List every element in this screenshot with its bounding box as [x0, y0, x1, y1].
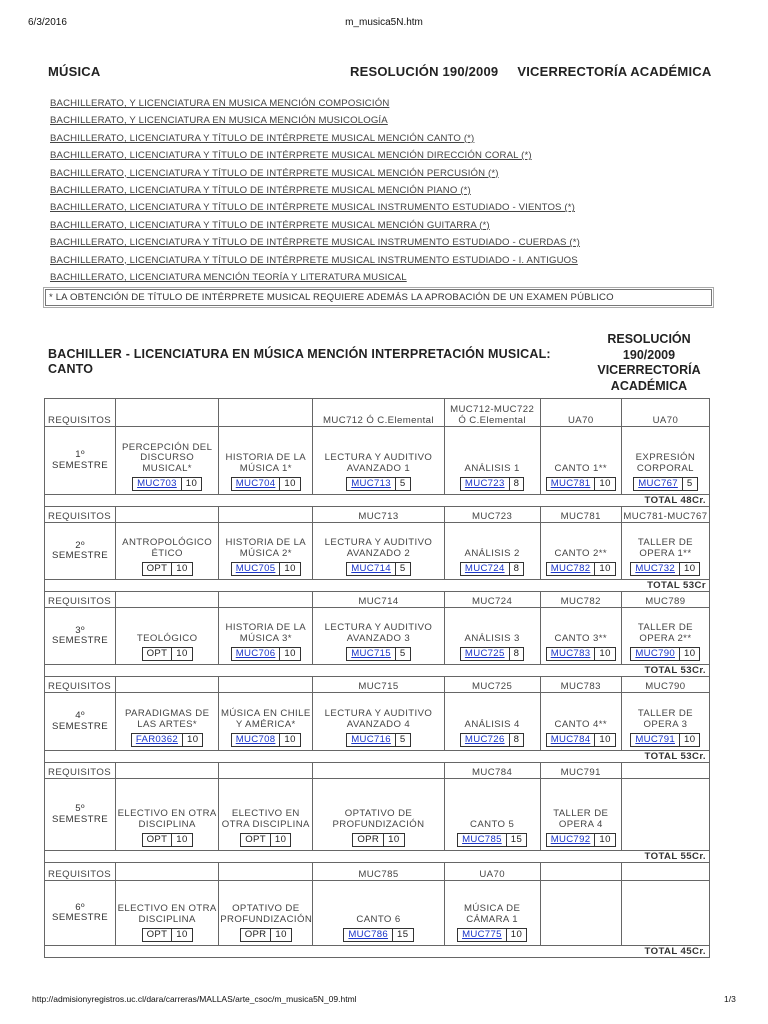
- course-cell: [219, 608, 313, 665]
- course-code-box: [546, 477, 616, 491]
- course-credits: 10: [595, 734, 615, 747]
- course-code-link[interactable]: MUC724: [460, 563, 509, 576]
- course-code-link[interactable]: MUC705: [231, 563, 280, 576]
- requisite-cell: MUC713: [313, 507, 444, 523]
- course-code-box: [630, 733, 700, 747]
- course-credits: 10: [172, 648, 192, 661]
- course-code-box: [457, 928, 527, 942]
- requisite-cell: [116, 677, 219, 693]
- course-code-box: [142, 562, 193, 576]
- course-credits: 10: [271, 929, 291, 942]
- requisite-cell: MUC712-MUC722 Ó C.Elemental: [444, 399, 540, 427]
- course-name: ANÁLISIS 3: [464, 632, 520, 644]
- course-cell: [313, 693, 444, 751]
- course-credits: 10: [172, 929, 192, 942]
- course-credits: 5: [395, 648, 410, 661]
- course-credits: 15: [506, 834, 526, 847]
- program-link[interactable]: BACHILLERATO, LICENCIATURA Y TÍTULO DE INTÉRPRETE MUSICAL INSTRUMENTO ESTUDIADO - CUERDAS (*): [50, 237, 580, 249]
- requisite-cell: [219, 863, 313, 881]
- course-credits: 10: [679, 734, 699, 747]
- semester-label: 6º SEMESTRE: [45, 881, 116, 946]
- program-link[interactable]: BACHILLERATO, LICENCIATURA Y TÍTULO DE INTÉRPRETE MUSICAL MENCIÓN PERCUSIÓN (*): [50, 167, 499, 179]
- course-code-box: [131, 733, 204, 747]
- requisite-cell: [219, 507, 313, 523]
- course-credits: 10: [679, 563, 699, 576]
- course-name: OPTATIVO DE PROFUNDIZACIÓN: [332, 808, 425, 830]
- course-code-link[interactable]: MUC704: [231, 478, 280, 491]
- course-code-box: [346, 647, 410, 661]
- program-link[interactable]: BACHILLERATO, LICENCIATURA Y TÍTULO DE INTÉRPRETE MUSICAL MENCIÓN DIRECCIÓN CORAL (*): [50, 150, 532, 162]
- course-name: ANÁLISIS 4: [464, 718, 520, 730]
- requisite-cell: MUC789: [621, 592, 709, 608]
- semester-row: [45, 427, 710, 495]
- program-link[interactable]: BACHILLERATO, LICENCIATURA Y TÍTULO DE INTÉRPRETE MUSICAL MENCIÓN CANTO (*): [50, 132, 475, 144]
- requisite-cell: MUC784: [444, 763, 540, 779]
- course-code-link[interactable]: MUC703: [133, 478, 182, 491]
- total-row: [45, 751, 710, 763]
- page-title: MÚSICA: [48, 64, 101, 79]
- course-name: HISTORIA DE LA MÚSICA 1*: [225, 452, 307, 474]
- course-cell: [540, 693, 621, 751]
- print-filename: m_musica5N.htm: [345, 17, 423, 28]
- course-code-box: [460, 733, 524, 747]
- program-link[interactable]: BACHILLERATO, LICENCIATURA Y TÍTULO DE INTÉRPRETE MUSICAL INSTRUMENTO ESTUDIADO - I. ANTIGUOS: [50, 254, 578, 266]
- semester-row: [45, 881, 710, 946]
- course-cell: [219, 881, 313, 946]
- course-code-box: [231, 647, 301, 661]
- print-date: 6/3/2016: [28, 17, 67, 28]
- course-name: ANTROPOLÓGICO ÉTICO: [122, 537, 213, 559]
- course-code-box: [352, 833, 404, 847]
- program-link[interactable]: BACHILLERATO, LICENCIATURA MENCIÓN TEORÍA Y LITERATURA MUSICAL: [50, 271, 407, 283]
- course-cell: [540, 427, 621, 495]
- section-res-line: RESOLUCIÓN: [607, 332, 691, 346]
- course-name: PERCEPCIÓN DEL DISCURSO MUSICAL*: [121, 441, 213, 474]
- requisite-cell: MUC724: [444, 592, 540, 608]
- course-name: CANTO 1**: [554, 462, 607, 474]
- requisites-row: [45, 677, 710, 693]
- semester-total: TOTAL 55Cr.: [45, 851, 710, 863]
- course-code-box: [630, 647, 700, 661]
- course-name: HISTORIA DE LA MÚSICA 3*: [225, 622, 307, 644]
- program-link[interactable]: BACHILLERATO, LICENCIATURA Y TÍTULO DE INTÉRPRETE MUSICAL MENCIÓN GUITARRA (*): [50, 219, 490, 231]
- requisite-cell: UA70: [621, 399, 709, 427]
- course-code-box: [240, 928, 292, 942]
- course-name: CANTO 3**: [554, 632, 607, 644]
- requisite-cell: [313, 763, 444, 779]
- course-code-link[interactable]: MUC715: [347, 648, 396, 661]
- course-code-link[interactable]: MUC714: [347, 563, 396, 576]
- course-cell: [540, 523, 621, 580]
- requisite-cell: MUC712 Ó C.Elemental: [313, 399, 444, 427]
- requisites-row: [45, 863, 710, 881]
- course-code-box: [346, 562, 410, 576]
- semester-label: 1º SEMESTRE: [45, 427, 116, 495]
- course-code-box: [546, 562, 616, 576]
- exam-note: * LA OBTENCIÓN DE TÍTULO DE INTÉRPRETE MUSICAL REQUIERE ADEMÁS LA APROBACIÓN DE UN EXAMEN PÚBLICO: [45, 289, 712, 306]
- course-code-link[interactable]: MUC782: [546, 563, 595, 576]
- course-name: ANÁLISIS 2: [464, 547, 520, 559]
- print-url: http://admisionyregistros.uc.cl/dara/carreras/MALLAS/arte_csoc/m_musica5N_09.html: [32, 994, 357, 1004]
- requisite-cell: [540, 863, 621, 881]
- semester-label: 3º SEMESTRE: [45, 608, 116, 665]
- course-code-link[interactable]: MUC725: [460, 648, 509, 661]
- course-credits: 5: [395, 478, 410, 491]
- section-resolution: [590, 332, 708, 394]
- requisites-label: REQUISITOS: [45, 863, 116, 881]
- section-res-line: 190/2009: [622, 347, 676, 362]
- requisite-cell: UA70: [444, 863, 540, 881]
- course-cell: [116, 693, 219, 751]
- course-credits: 10: [172, 563, 192, 576]
- requisite-cell: MUC791: [540, 763, 621, 779]
- course-name: CANTO 2**: [554, 547, 607, 559]
- total-row: [45, 495, 710, 507]
- course-code-box: [546, 833, 616, 847]
- course-credits: 8: [509, 648, 524, 661]
- course-cell: [116, 608, 219, 665]
- course-code-link[interactable]: MUC791: [631, 734, 680, 747]
- course-code-box: [142, 833, 193, 847]
- course-cell: [540, 881, 621, 946]
- program-link[interactable]: BACHILLERATO, LICENCIATURA Y TÍTULO DE INTÉRPRETE MUSICAL MENCIÓN PIANO (*): [50, 184, 471, 196]
- course-code-box: [460, 647, 524, 661]
- course-cell: [444, 881, 540, 946]
- course-code-link[interactable]: MUC781: [546, 478, 595, 491]
- course-code-box: [231, 562, 301, 576]
- course-code-link[interactable]: MUC792: [546, 834, 595, 847]
- semester-row: [45, 523, 710, 580]
- program-links: [46, 95, 710, 286]
- course-code-link[interactable]: MUC790: [631, 648, 680, 661]
- curriculum-table: [44, 398, 710, 958]
- total-row: [45, 665, 710, 677]
- course-code-link[interactable]: MUC732: [631, 563, 680, 576]
- course-code-link[interactable]: MUC785: [458, 834, 507, 847]
- course-code: OPR: [353, 834, 384, 847]
- course-credits: 10: [172, 834, 192, 847]
- course-cell: [116, 523, 219, 580]
- course-name: HISTORIA DE LA MÚSICA 2*: [225, 537, 307, 559]
- course-cell: [621, 881, 709, 946]
- course-code: OPT: [142, 929, 172, 942]
- semester-row: [45, 779, 710, 851]
- course-cell: [313, 523, 444, 580]
- course-cell: [116, 881, 219, 946]
- semester-total: TOTAL 53Cr.: [45, 665, 710, 677]
- course-name: ELECTIVO EN OTRA DISCIPLINA: [117, 808, 217, 830]
- semester-row: [45, 693, 710, 751]
- requisites-label: REQUISITOS: [45, 507, 116, 523]
- course-code-link[interactable]: MUC716: [347, 734, 396, 747]
- requisite-cell: MUC782: [540, 592, 621, 608]
- course-cell: [313, 427, 444, 495]
- course-code-box: [231, 733, 301, 747]
- course-code-link[interactable]: MUC726: [460, 734, 509, 747]
- course-code-box: [132, 477, 202, 491]
- requisite-cell: [621, 863, 709, 881]
- course-code-link[interactable]: MUC786: [344, 929, 393, 942]
- course-name: TALLER DE OPERA 1**: [637, 537, 693, 559]
- course-cell: [219, 427, 313, 495]
- requisite-cell: MUC715: [313, 677, 444, 693]
- course-credits: 5: [395, 734, 410, 747]
- course-code-box: [633, 477, 697, 491]
- course-cell: [116, 427, 219, 495]
- course-credits: 10: [595, 834, 615, 847]
- course-code-link[interactable]: MUC767: [634, 478, 683, 491]
- course-cell: [116, 779, 219, 851]
- course-name: CANTO 6: [356, 913, 401, 925]
- semester-row: [45, 608, 710, 665]
- print-page-number: 1/3: [724, 994, 736, 1004]
- course-name: MÚSICA DE CÁMARA 1: [463, 903, 521, 925]
- semester-total: TOTAL 45Cr.: [45, 946, 710, 958]
- course-cell: [621, 427, 709, 495]
- requisites-label: REQUISITOS: [45, 592, 116, 608]
- requisite-cell: MUC783: [540, 677, 621, 693]
- course-code-box: [546, 733, 616, 747]
- semester-label: 2º SEMESTRE: [45, 523, 116, 580]
- requisite-cell: [116, 763, 219, 779]
- total-row: [45, 580, 710, 592]
- program-link[interactable]: BACHILLERATO, Y LICENCIATURA EN MUSICA MENCIÓN COMPOSICIÓN: [50, 98, 390, 109]
- course-name: CANTO 4**: [554, 718, 607, 730]
- course-credits: 8: [509, 563, 524, 576]
- course-code-link[interactable]: MUC784: [546, 734, 595, 747]
- course-code-box: [240, 833, 291, 847]
- semester-total: TOTAL 53Cr: [45, 580, 710, 592]
- course-name: LECTURA Y AUDITIVO AVANZADO 4: [324, 708, 433, 730]
- course-code-box: [142, 647, 193, 661]
- course-code-link[interactable]: MUC713: [347, 478, 396, 491]
- requisites-row: [45, 399, 710, 427]
- requisites-row: [45, 763, 710, 779]
- course-credits: 10: [280, 478, 300, 491]
- course-name: ELECTIVO EN OTRA DISCIPLINA: [221, 808, 310, 830]
- course-cell: [540, 608, 621, 665]
- course-cell: [444, 427, 540, 495]
- requisite-cell: [219, 763, 313, 779]
- course-credits: 8: [509, 478, 524, 491]
- course-cell: [219, 523, 313, 580]
- course-code: OPT: [142, 648, 172, 661]
- course-code-box: [546, 647, 616, 661]
- requisites-row: [45, 592, 710, 608]
- requisites-label: REQUISITOS: [45, 677, 116, 693]
- requisite-cell: [219, 399, 313, 427]
- requisite-cell: [116, 507, 219, 523]
- resolution-header: RESOLUCIÓN 190/2009 VICERRECTORÍA ACADÉMICA: [350, 64, 712, 79]
- course-name: CANTO 5: [470, 818, 515, 830]
- course-name: LECTURA Y AUDITIVO AVANZADO 1: [324, 452, 433, 474]
- requisite-cell: [621, 763, 709, 779]
- course-name: TALLER DE OPERA 4: [553, 808, 609, 830]
- course-code-box: [231, 477, 301, 491]
- course-cell: [313, 779, 444, 851]
- requisite-cell: MUC781-MUC767: [621, 507, 709, 523]
- course-cell: [219, 779, 313, 851]
- total-row: [45, 851, 710, 863]
- requisites-label: REQUISITOS: [45, 763, 116, 779]
- requisites-label: REQUISITOS: [45, 399, 116, 427]
- course-cell: [540, 779, 621, 851]
- course-code: OPT: [142, 563, 172, 576]
- semester-label: 4º SEMESTRE: [45, 693, 116, 751]
- requisite-cell: UA70: [540, 399, 621, 427]
- course-credits: 15: [393, 929, 413, 942]
- course-cell: [219, 693, 313, 751]
- course-code-box: [457, 833, 527, 847]
- course-credits: 8: [509, 734, 524, 747]
- course-credits: 5: [395, 563, 410, 576]
- course-code-box: [346, 477, 410, 491]
- course-credits: 10: [679, 648, 699, 661]
- course-credits: 5: [682, 478, 697, 491]
- course-credits: 10: [506, 929, 526, 942]
- course-cell: [444, 608, 540, 665]
- course-code-link[interactable]: MUC723: [460, 478, 509, 491]
- course-cell: [313, 881, 444, 946]
- course-name: EXPRESIÓN CORPORAL: [635, 452, 696, 474]
- course-code: OPR: [240, 929, 271, 942]
- course-credits: 10: [280, 648, 300, 661]
- course-cell: [313, 608, 444, 665]
- course-credits: 10: [280, 563, 300, 576]
- course-code-link[interactable]: MUC775: [458, 929, 507, 942]
- course-name: TALLER DE OPERA 2**: [637, 622, 693, 644]
- course-code-box: [343, 928, 413, 942]
- course-cell: [444, 523, 540, 580]
- course-credits: 10: [595, 648, 615, 661]
- course-code-link[interactable]: MUC783: [546, 648, 595, 661]
- requisite-cell: MUC714: [313, 592, 444, 608]
- course-name: LECTURA Y AUDITIVO AVANZADO 2: [324, 537, 433, 559]
- requisite-cell: [116, 863, 219, 881]
- requisite-cell: MUC790: [621, 677, 709, 693]
- course-code-box: [630, 562, 700, 576]
- course-name: MÚSICA EN CHILE Y AMÉRICA*: [220, 708, 311, 730]
- section-title: BACHILLER - LICENCIATURA EN MÚSICA MENCIÓN INTERPRETACIÓN MUSICAL: CANTO: [48, 347, 551, 376]
- course-credits: 10: [595, 563, 615, 576]
- course-name: ELECTIVO EN OTRA DISCIPLINA: [117, 903, 217, 925]
- program-link[interactable]: BACHILLERATO, Y LICENCIATURA EN MUSICA MENCIÓN MUSICOLOGÍA: [50, 115, 388, 127]
- total-row: [45, 946, 710, 958]
- course-cell: [621, 523, 709, 580]
- course-credits: 10: [182, 734, 202, 747]
- course-name: PARADIGMAS DE LAS ARTES*: [124, 708, 210, 730]
- course-code-box: [460, 562, 524, 576]
- requisite-cell: [219, 677, 313, 693]
- course-name: ANÁLISIS 1: [464, 462, 520, 474]
- section-res-line: ACADÉMICA: [610, 378, 688, 393]
- semester-label: 5º SEMESTRE: [45, 779, 116, 851]
- course-cell: [444, 693, 540, 751]
- requisite-cell: MUC781: [540, 507, 621, 523]
- course-credits: 10: [384, 834, 404, 847]
- course-code-link[interactable]: FAR0362: [131, 734, 182, 747]
- section-res-line: VICERRECTORÍA: [597, 363, 701, 377]
- program-link[interactable]: BACHILLERATO, LICENCIATURA Y TÍTULO DE INTÉRPRETE MUSICAL INSTRUMENTO ESTUDIADO - VIENTOS (*): [50, 202, 575, 214]
- course-code-link[interactable]: MUC706: [231, 648, 280, 661]
- course-cell: [621, 693, 709, 751]
- course-cell: [621, 608, 709, 665]
- course-code: OPT: [142, 834, 172, 847]
- course-credits: 10: [270, 834, 290, 847]
- course-code-box: [346, 733, 410, 747]
- semester-total: TOTAL 53Cr.: [45, 751, 710, 763]
- course-name: TEOLÓGICO: [136, 632, 198, 644]
- requisites-row: [45, 507, 710, 523]
- requisite-cell: [116, 592, 219, 608]
- requisite-cell: [219, 592, 313, 608]
- requisite-cell: MUC723: [444, 507, 540, 523]
- course-cell: [621, 779, 709, 851]
- course-name: LECTURA Y AUDITIVO AVANZADO 3: [324, 622, 433, 644]
- course-code-link[interactable]: MUC708: [231, 734, 280, 747]
- course-name: OPTATIVO DE PROFUNDIZACIÓN: [220, 903, 313, 925]
- course-code: OPT: [241, 834, 271, 847]
- course-name: TALLER DE OPERA 3: [637, 708, 693, 730]
- requisite-cell: [116, 399, 219, 427]
- course-cell: [444, 779, 540, 851]
- course-credits: 10: [280, 734, 300, 747]
- requisite-cell: MUC785: [313, 863, 444, 881]
- course-credits: 10: [181, 478, 201, 491]
- course-credits: 10: [595, 478, 615, 491]
- requisite-cell: MUC725: [444, 677, 540, 693]
- course-code-box: [142, 928, 193, 942]
- semester-total: TOTAL 48Cr.: [45, 495, 710, 507]
- course-code-box: [460, 477, 524, 491]
